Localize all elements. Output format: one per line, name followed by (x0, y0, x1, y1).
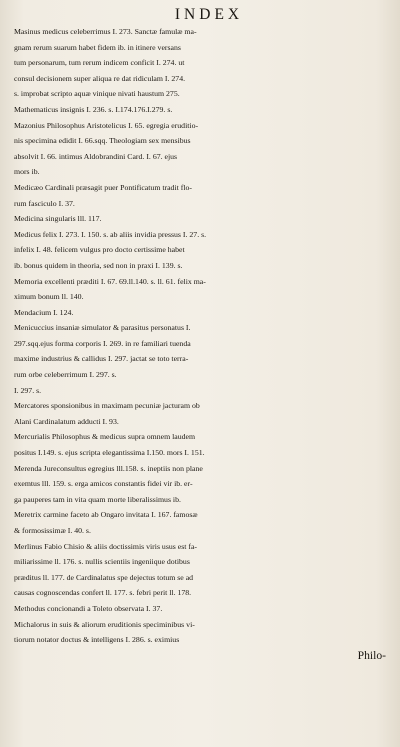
index-entry (14, 507, 390, 538)
index-entry-line: Medicus felix I. 273. I. 150. s. ab aliis invidia pressus I. 27. s. (14, 229, 207, 239)
index-entry (14, 617, 390, 648)
index-entry-line: Masinus medicus celeberrimus I. 273. Sanctæ famulæ ma- (14, 27, 197, 36)
index-entry-line: præditus ll. 177. de Cardinalatus spe dejectus totum se ad (14, 572, 194, 582)
index-entry (14, 305, 390, 321)
index-entry-line: Memoria excellenti præditi I. 67. 69.ll.140. s. ll. 61. felix ma- (14, 276, 206, 286)
index-entry-line: positus I.149. s. ejus scripta elegantissima I.150. mors I. 151. (14, 448, 205, 458)
index-entry-line: s. improbat scripto aquæ vinique nivati haustum 275. (14, 89, 180, 99)
index-entry-line: gnam rerum suarum habet fidem ib. in itinere versans (14, 42, 181, 52)
index-entry-line: tiorum notator doctus & intelligens I. 286. s. eximius (14, 635, 180, 645)
index-entry-line: Merlinus Fabio Chisio & aliis doctissimis viris usus est fa- (14, 541, 198, 551)
index-entry (14, 180, 390, 211)
index-entry (14, 118, 390, 180)
index-entry-line: ximum bonum ll. 140. (14, 292, 84, 302)
index-entry-line: Alani Cardinalatum adducti I. 93. (14, 416, 119, 426)
index-entry-line: causas cognoscendas confert ll. 177. s. febri perit ll. 178. (14, 588, 192, 598)
index-entry-line: nis specimina edidit I. 66.sqq. Theologiam sex mensibus (14, 136, 191, 146)
index-entry-line: 297.sqq.ejus forma corporis I. 269. in re familiari tuenda (14, 338, 191, 348)
index-entry-line: Michalorus in suis & aliorum eruditionis speciminibus vi- (14, 619, 195, 629)
index-entry-line: rum fasciculo I. 37. (14, 198, 75, 208)
index-entry-line: maxime industrius & callidus I. 297. jactat se toto terra- (14, 354, 189, 364)
index-entry-line: miliarissime ll. 176. s. nullis scientiis ingeniique dotibus (14, 557, 190, 567)
index-entry-line: Mercurialis Philosophus & medicus supra omnem laudem (14, 432, 196, 442)
index-entry-line: absolvit I. 66. intimus Aldobrandini Card. I. 67. ejus (14, 151, 178, 161)
index-entry-line: Meretrix carmine faceto ab Ongaro invitata I. 167. famosæ (14, 510, 198, 520)
index-entry (14, 461, 390, 508)
index-entry (14, 429, 390, 460)
index-entry-line: Medicæo Cardinali præsagit puer Pontificatum tradit flo- (14, 182, 192, 192)
index-entry (14, 539, 390, 601)
index-entry (14, 102, 390, 118)
index-entry-line: exemtus lll. 159. s. erga amicos constantis fidei vir ib. er- (14, 479, 193, 489)
index-entry-line: ib. bonus quidem in theoria, sed non in praxi I. 139. s. (14, 260, 183, 270)
index-entry (14, 320, 390, 398)
index-entry-line: mors ib. (14, 167, 40, 177)
index-entry (14, 274, 390, 305)
index-entry-line: I. 297. s. (14, 385, 42, 395)
index-entry (14, 601, 390, 617)
index-entry (14, 398, 390, 429)
index-entry-line: Merenda Jureconsultus egregius lll.158. s. ineptiis non plane (14, 463, 203, 473)
index-entry-line: Mendacium I. 124. (14, 307, 74, 317)
page-title: INDEX (174, 6, 244, 23)
index-entry-line: rum orbe celeberrimum I. 297. s. (14, 370, 117, 380)
index-entry-line: Mathematicus insignis I. 236. s. I.174.176.I.279. s. (14, 104, 173, 114)
index-entry-line: consul decisionem super aliqua re dat ridiculam I. 274. (14, 73, 186, 83)
index-entry-line: ga pauperes tam in vita quam morte liberalissimus ib. (14, 494, 181, 504)
index-entries (14, 24, 390, 648)
index-entry-line: Medicina singularis lll. 117. (14, 214, 102, 224)
index-entry-line: tum personarum, tum rerum indicem conficit I. 274. ut (14, 58, 185, 68)
index-entry-line: Menicuccius insaniæ simulator & parasitus personatus I. (14, 323, 191, 333)
index-entry-line: Mercatores sponsionibus in maximam pecuniæ jacturam ob (14, 401, 200, 411)
index-entry (14, 211, 390, 227)
index-entry (14, 227, 390, 274)
index-entry (14, 24, 390, 102)
index-entry-line: Methodus concionandi a Toleto observata I. 37. (14, 603, 163, 613)
index-entry-line: infelix I. 48. felicem vulgus pro docto certissime habet (14, 245, 185, 255)
index-entry-line: & formosissimæ I. 40. s. (14, 526, 91, 535)
catchword: Philo- (357, 648, 386, 662)
index-entry-line: Mazonius Philosophus Aristotelicus I. 65. egregia eruditio- (14, 120, 199, 130)
